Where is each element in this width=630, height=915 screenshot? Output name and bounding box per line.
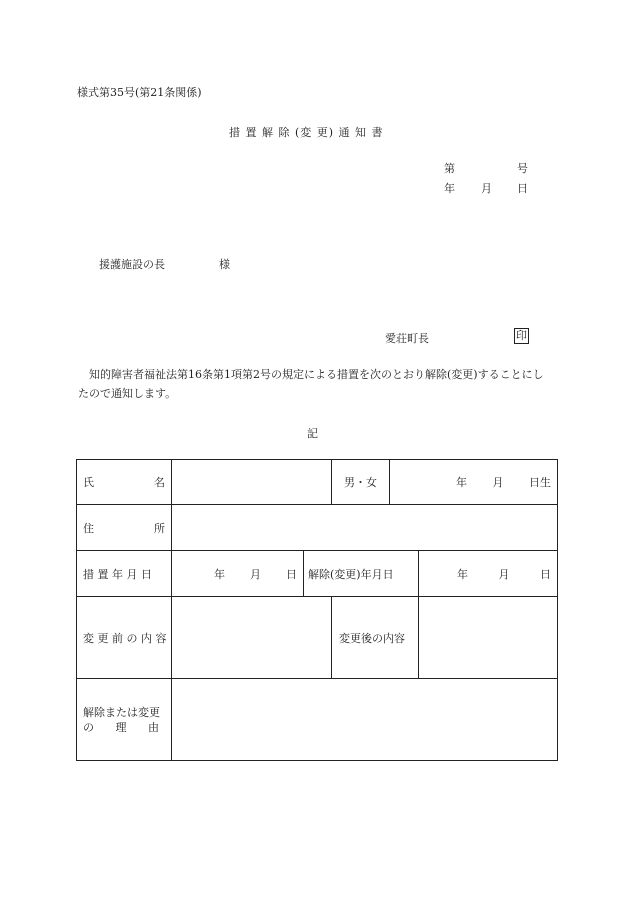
birth-year-label: 年 — [456, 476, 467, 489]
reason-label-a: の — [83, 720, 94, 734]
table-row-address — [77, 505, 558, 551]
table-row-reason — [77, 679, 558, 761]
reason-value-cell[interactable] — [172, 679, 558, 761]
date-month: 月 — [481, 182, 492, 195]
address-label-cell — [77, 505, 172, 551]
reason-label-b: 理 — [115, 720, 127, 734]
table-row-dates — [77, 551, 558, 597]
after-change-label-cell — [332, 597, 419, 679]
after-change-value-cell[interactable] — [419, 597, 558, 679]
gender-cell — [332, 460, 390, 505]
document-title: 措 置 解 除 (変 更) 通 知 書 — [229, 126, 384, 139]
date-year: 年 — [444, 182, 455, 195]
address-label-a: 住 — [83, 521, 94, 535]
birth-month-label: 月 — [492, 476, 504, 489]
measure-date-label-cell — [77, 551, 172, 597]
measure-year-label: 年 — [214, 567, 225, 581]
issuer-name: 愛荘町長 — [385, 332, 429, 345]
form-number: 様式第35号(第21条関係) — [77, 86, 202, 99]
name-value-cell[interactable] — [172, 460, 332, 505]
release-date-label-cell — [304, 551, 419, 597]
notice-table — [76, 459, 558, 761]
addressee-honorific: 様 — [219, 258, 230, 271]
release-date-value-cell[interactable] — [419, 551, 558, 597]
after-change-label: 変更後の内容 — [339, 631, 405, 645]
release-day-label: 日 — [540, 567, 551, 581]
doc-number-suffix: 号 — [517, 162, 528, 175]
date-day: 日 — [517, 182, 528, 195]
doc-number-prefix: 第 — [444, 162, 455, 175]
gender-label: 男・女 — [344, 476, 377, 489]
birthdate-cell[interactable] — [390, 460, 558, 505]
measure-date-label: 措 置 年 月 日 — [83, 567, 152, 581]
measure-month-label: 月 — [250, 567, 261, 581]
table-row-changes — [77, 597, 558, 679]
release-date-label: 解除(変更)年月日 — [308, 567, 394, 581]
body-text: 知的障害者福祉法第16条第1項第2号の規定による措置を次のとおり解除(変更)することにしたので通知します。 — [78, 368, 544, 400]
release-month-label: 月 — [498, 567, 510, 581]
reason-label-line1: 解除または変更 — [83, 705, 160, 719]
reason-label-cell — [77, 679, 172, 761]
addressee-name: 援護施設の長 — [99, 258, 165, 271]
before-change-label-cell — [77, 597, 172, 679]
measure-date-value-cell[interactable] — [172, 551, 304, 597]
before-change-label: 変 更 前 の 内 容 — [83, 631, 167, 645]
name-label-b: 名 — [154, 476, 165, 489]
name-label-a: 氏 — [83, 476, 94, 489]
before-change-value-cell[interactable] — [172, 597, 332, 679]
seal-stamp: 印 — [516, 329, 527, 342]
release-year-label: 年 — [457, 567, 468, 581]
reason-label-c: 由 — [148, 720, 159, 734]
birth-day-label: 日生 — [529, 476, 551, 489]
measure-day-label: 日 — [286, 567, 297, 581]
name-label-cell — [77, 460, 172, 505]
table-row-name — [77, 460, 558, 505]
address-label-b: 所 — [154, 521, 165, 535]
address-value-cell[interactable] — [172, 505, 558, 551]
ki-heading: 記 — [307, 427, 318, 440]
